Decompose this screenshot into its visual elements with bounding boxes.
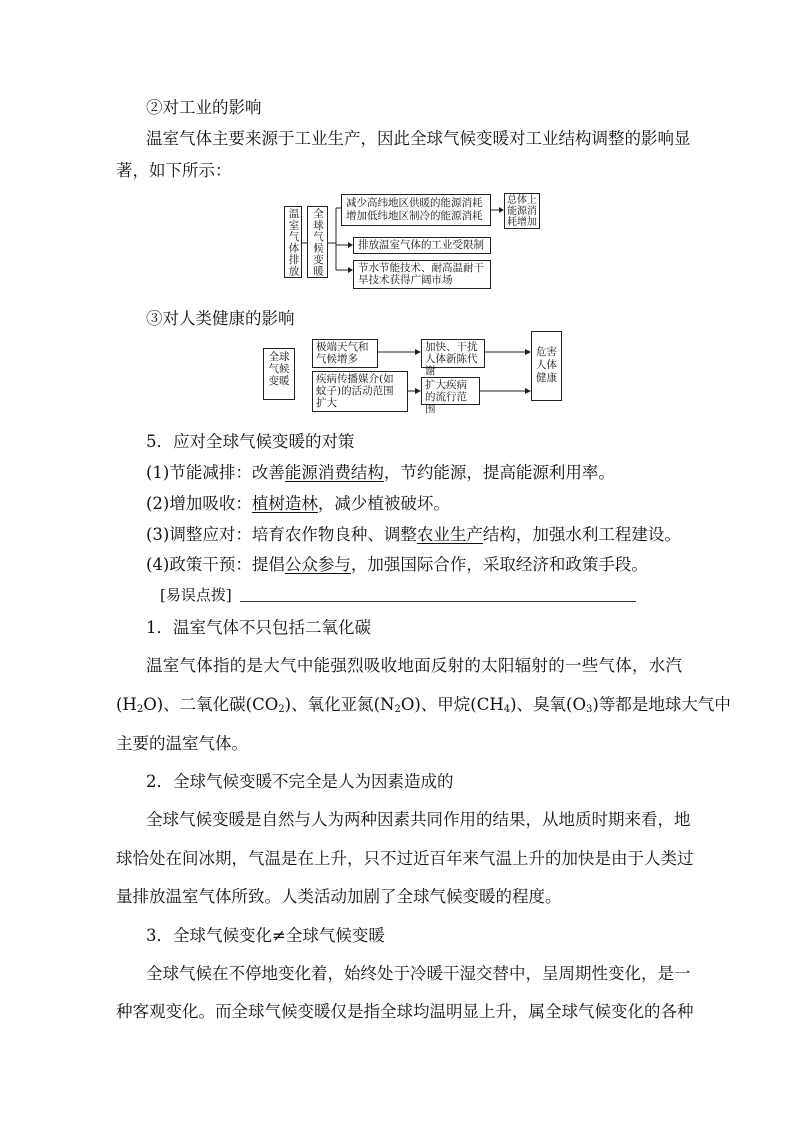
industry-paragraph-line2: 著，如下所示： <box>116 161 232 180</box>
measure-1: (1)节能减排：改善能源消费结构，节约能源，提高能源利用率。 <box>146 463 615 482</box>
box-health-harm: 危害人体健康 <box>531 331 562 401</box>
box-global-warming: 全球气候变暖 <box>307 206 328 278</box>
tip2-line1: 全球气候变暖是自然与人为两种因素共同作用的结果，从地质时期来看，地 <box>146 810 691 829</box>
tip3-heading: 3．全球气候变化≠全球气候变暖 <box>146 926 385 945</box>
afforestation-term: 植树造林 <box>251 494 318 513</box>
box-industry-restricted: 排放温室气体的工业受限制 <box>353 237 491 254</box>
tip1-line3: 主要的温室气体。 <box>116 734 248 753</box>
section5-heading: 5．应对全球气候变暖的对策 <box>146 432 355 451</box>
box-disease-spread: 扩大疾病的流行范围 <box>421 377 480 405</box>
industry-paragraph-line1: 温室气体主要来源于工业生产，因此全球气候变暖对工业结构调整的影响显 <box>146 129 691 148</box>
tip3-line2: 种客观变化。而全球气候变暖仅是指全球均温明显上升，属全球气候变化的各种 <box>116 1002 694 1021</box>
tip2-line2: 球恰处在间冰期，气温是在上升，只不过近百年来气温上升的加快是由于人类过 <box>116 849 694 868</box>
health-heading: ③对人类健康的影响 <box>146 309 295 328</box>
energy-line2: 增加低纬地区制冷的能源消耗 <box>346 210 483 222</box>
tips-label: [易误点拨] <box>160 586 232 604</box>
measure-4: (4)政策干预：提倡公众参与，加强国际合作，采取经济和政策手段。 <box>146 555 648 574</box>
box-technology-market <box>353 260 491 289</box>
energy-line1: 减少高纬地区供暖的能源消耗 <box>346 197 483 209</box>
tips-divider <box>240 601 636 602</box>
tech-line1: 节水节能技术、耐高温耐干 <box>358 262 484 274</box>
box-total-energy-increase: 总体上能源消耗增加 <box>504 193 540 229</box>
tip1-heading: 1．温室气体不只包括二氧化碳 <box>146 618 371 637</box>
box-metabolism: 加快、干扰人体新陈代谢 <box>421 339 485 368</box>
industry-heading: ②对工业的影响 <box>146 98 262 117</box>
box-energy-consumption <box>341 194 491 226</box>
tech-line2: 旱技术获得广阔市场 <box>358 274 453 286</box>
tip1-line2: $(H_2O)$、二氧化碳$(CO_2)$、氧化亚氮$(N_2O)$、甲烷$(CH_4)$、臭氧$(O_3)$等都是地球大气中 <box>116 695 731 715</box>
tip3-line1: 全球气候在不停地变化着，始终处于冷暖干湿交替中，呈周期性变化，是一 <box>146 964 691 983</box>
tip1-line1: 温室气体指的是大气中能强烈吸收地面反射的太阳辐射的一些气体，水汽 <box>146 656 682 675</box>
measure-3: (3)调整应对：培育农作物良种、调整农业生产结构，加强水利工程建设。 <box>146 525 681 544</box>
agriculture-term: 农业生产 <box>416 525 483 544</box>
box-global-warming-2: 全球气候变暖 <box>263 348 295 400</box>
public-participation-term: 公众参与 <box>284 555 351 574</box>
tip2-line3: 量排放温室气体所致。人类活动加剧了全球气候变暖的程度。 <box>116 887 562 906</box>
box-extreme-weather: 极端天气和气候增多 <box>312 339 378 368</box>
measure-2: (2)增加吸收：植树造林，减少植被破坏。 <box>146 494 450 513</box>
box-disease-vector: 疾病传播媒介(如蚊子)的活动范围扩大 <box>312 371 408 412</box>
box-ghg-emission: 温室气体排放 <box>284 206 302 278</box>
tip2-heading: 2．全球气候变暖不完全是人为因素造成的 <box>146 772 454 791</box>
energy-structure-term: 能源消费结构 <box>284 463 384 482</box>
